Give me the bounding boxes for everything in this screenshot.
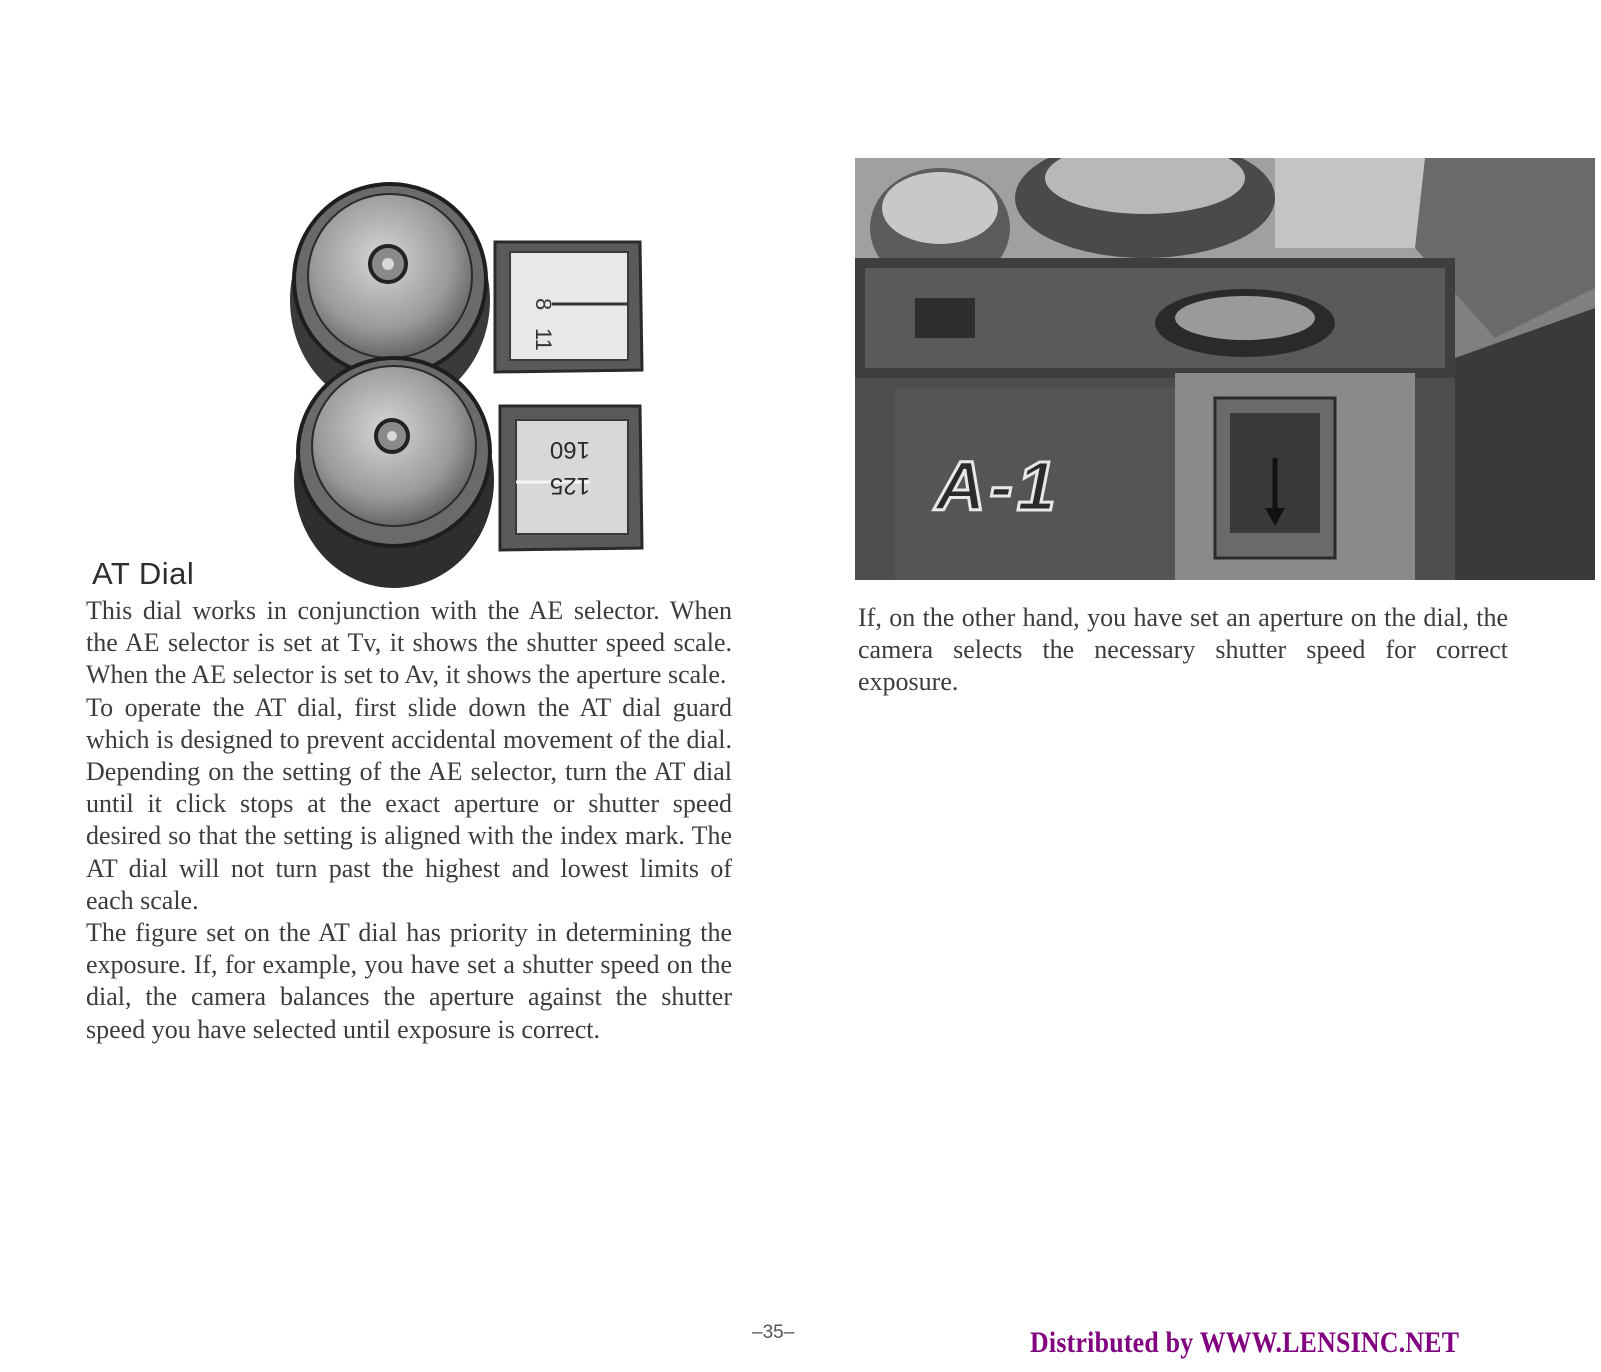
camera-photo <box>855 158 1595 580</box>
lower-window-value-2: 125 <box>549 472 590 499</box>
page-number: –35– <box>752 1322 795 1343</box>
paragraph: To operate the AT dial, first slide down the AT dial guard which is designed to prevent accidental movement of the dial. Depending on the setting of the AE selector, turn the AT dial until it click stops at the exact aperture or shutter speed desired so that the setting is aligned with the index mark. The AT dial will not turn past the highest and lowest limits of each scale. <box>86 692 732 915</box>
upper-window-value-2: 11 <box>531 328 556 351</box>
right-column <box>858 602 1508 699</box>
lower-window-value-1: 160 <box>549 436 590 463</box>
upper-scale-window <box>495 242 642 372</box>
upper-window-value-1: 8 <box>531 298 556 311</box>
section-heading: AT Dial <box>92 556 195 591</box>
camera-logo: A-1 <box>935 447 1060 525</box>
at-dial-illustration <box>290 180 660 590</box>
distributor-footer: Distributed by WWW.LENSINC.NET <box>1030 1326 1460 1359</box>
paragraph: This dial works in conjunction with the AE selector. When the AE selector is set at Tv, it shows the shutter speed scale. When the AE selector is set to Av, it shows the aperture scale. <box>86 596 732 690</box>
paragraph: If, on the other hand, you have set an aperture on the dial, the camera selects the necessary shutter speed for correct exposure. <box>858 603 1508 697</box>
lower-scale-window <box>500 406 642 550</box>
paragraph: The figure set on the AT dial has priority in determining the exposure. If, for example, you have set a shutter speed on the dial, the camera balances the aperture against the shutter speed you have selected until exposure is correct. <box>86 918 732 1044</box>
lower-dial <box>294 358 494 588</box>
left-column <box>86 595 732 1046</box>
